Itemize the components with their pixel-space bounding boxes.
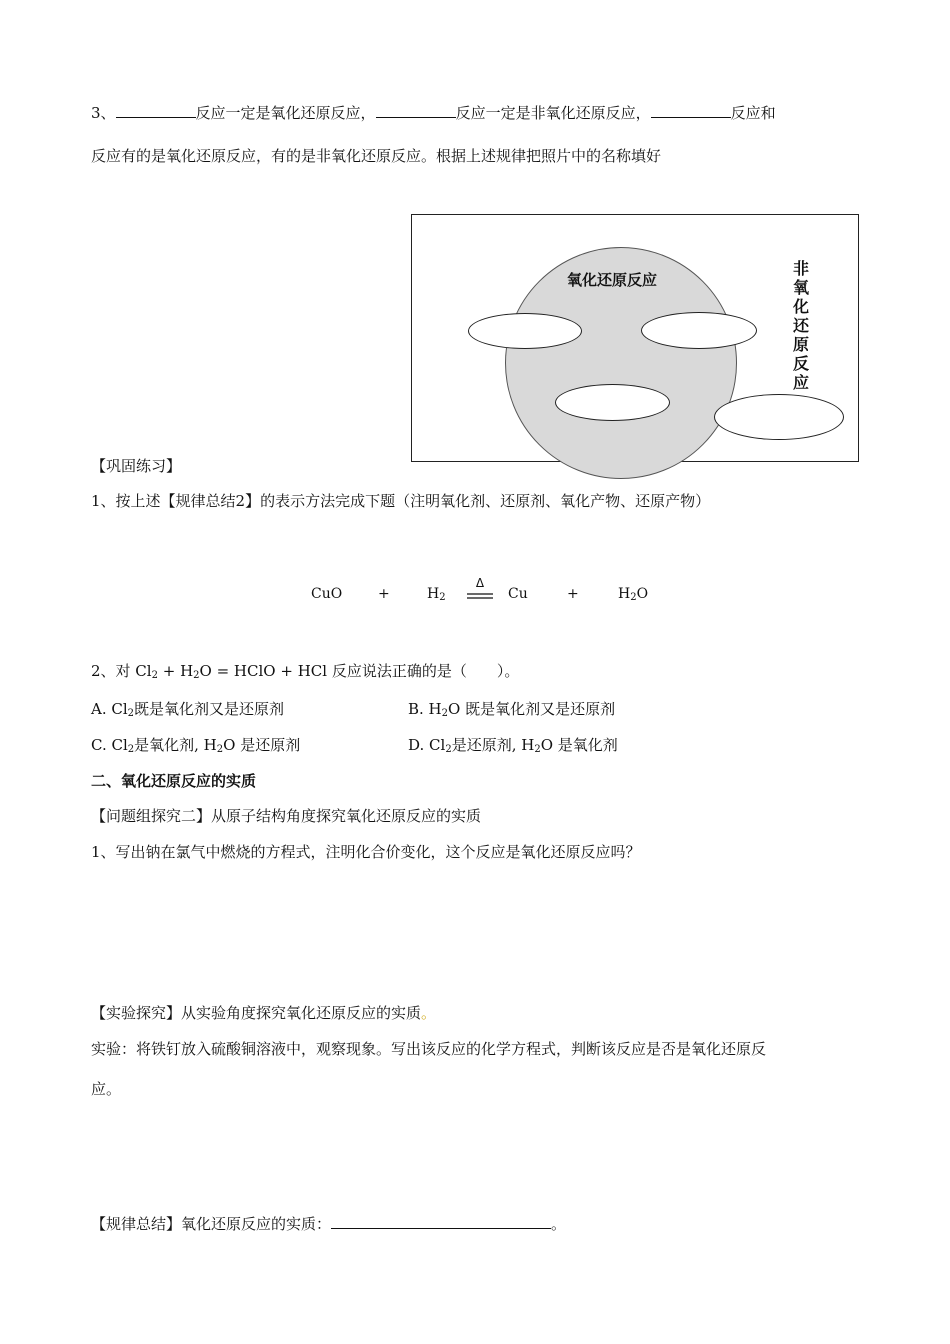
section-2-title: 二、氧化还原反应的实质	[91, 772, 257, 790]
equation-term-h2: $H_2$	[427, 586, 446, 603]
heating-equals-sign	[466, 576, 494, 602]
answer-blank-3[interactable]	[651, 103, 731, 118]
question-3-line2: 反应有的是氧化还原反应，有的是非氧化还原反应。根据上述规律把照片中的名称填好	[91, 147, 662, 165]
answer-blank-2[interactable]	[376, 103, 456, 118]
equation-term-cuo: CuO	[311, 586, 343, 602]
section-2-question-1: 1、写出钠在氯气中燃烧的方程式，注明化合价变化，这个反应是氧化还原反应吗？	[91, 843, 641, 861]
delta-symbol: Δ	[475, 576, 485, 590]
equation-term-cu: Cu	[508, 586, 528, 602]
equation-plus-1: +	[378, 586, 390, 602]
summary-line: 【规律总结】氧化还原反应的实质： 。	[91, 1215, 567, 1233]
option-b[interactable]: B. $H_2O$ 既是氧化剂又是还原剂	[408, 700, 616, 719]
option-d[interactable]: D. $Cl_2$是还原剂, $H_2O$ 是氧化剂	[408, 736, 618, 755]
answer-oval-right[interactable]	[641, 312, 757, 349]
non-redox-label: 非氧化还原反应	[792, 259, 809, 392]
practice-heading: 【巩固练习】	[91, 457, 182, 475]
answer-oval-bottom[interactable]	[555, 384, 670, 421]
answer-oval-left[interactable]	[468, 313, 582, 349]
equation-term-h2o: $H_2O$	[618, 586, 649, 603]
experiment-line-1: 实验：将铁钉放入硫酸铜溶液中，观察现象。写出该反应的化学方程式，判断该反应是否是氧化还原反	[91, 1040, 767, 1058]
option-c[interactable]: C. $Cl_2$是氧化剂, $H_2O$ 是还原剂	[91, 736, 301, 755]
experiment-line-2: 应。	[91, 1080, 122, 1098]
summary-answer-blank[interactable]	[331, 1214, 551, 1229]
equation-plus-2: +	[567, 586, 579, 602]
section-2-explore: 【问题组探究二】从原子结构角度探究氧化还原反应的实质	[91, 807, 482, 825]
answer-oval-outside[interactable]	[714, 394, 844, 440]
practice-question-1: 1、按上述【规律总结2】的表示方法完成下题（注明氧化剂、还原剂、氧化产物、还原产物）	[91, 492, 711, 510]
redox-circle-label: 氧化还原反应	[567, 271, 658, 289]
reaction-classification-diagram	[411, 214, 859, 462]
option-a[interactable]: A. $Cl_2$既是氧化剂又是还原剂	[91, 700, 285, 719]
answer-blank-1[interactable]	[116, 103, 196, 118]
experiment-heading: 【实验探究】从实验角度探究氧化还原反应的实质。	[91, 1004, 437, 1022]
question-3-line1: 3、 反应一定是氧化还原反应， 反应一定是非氧化还原反应， 反应和	[91, 104, 776, 122]
practice-question-2: 2、对 $Cl_2 + H_2O$ = HClO + HCl 反应说法正确的是（ ）。	[91, 662, 520, 681]
